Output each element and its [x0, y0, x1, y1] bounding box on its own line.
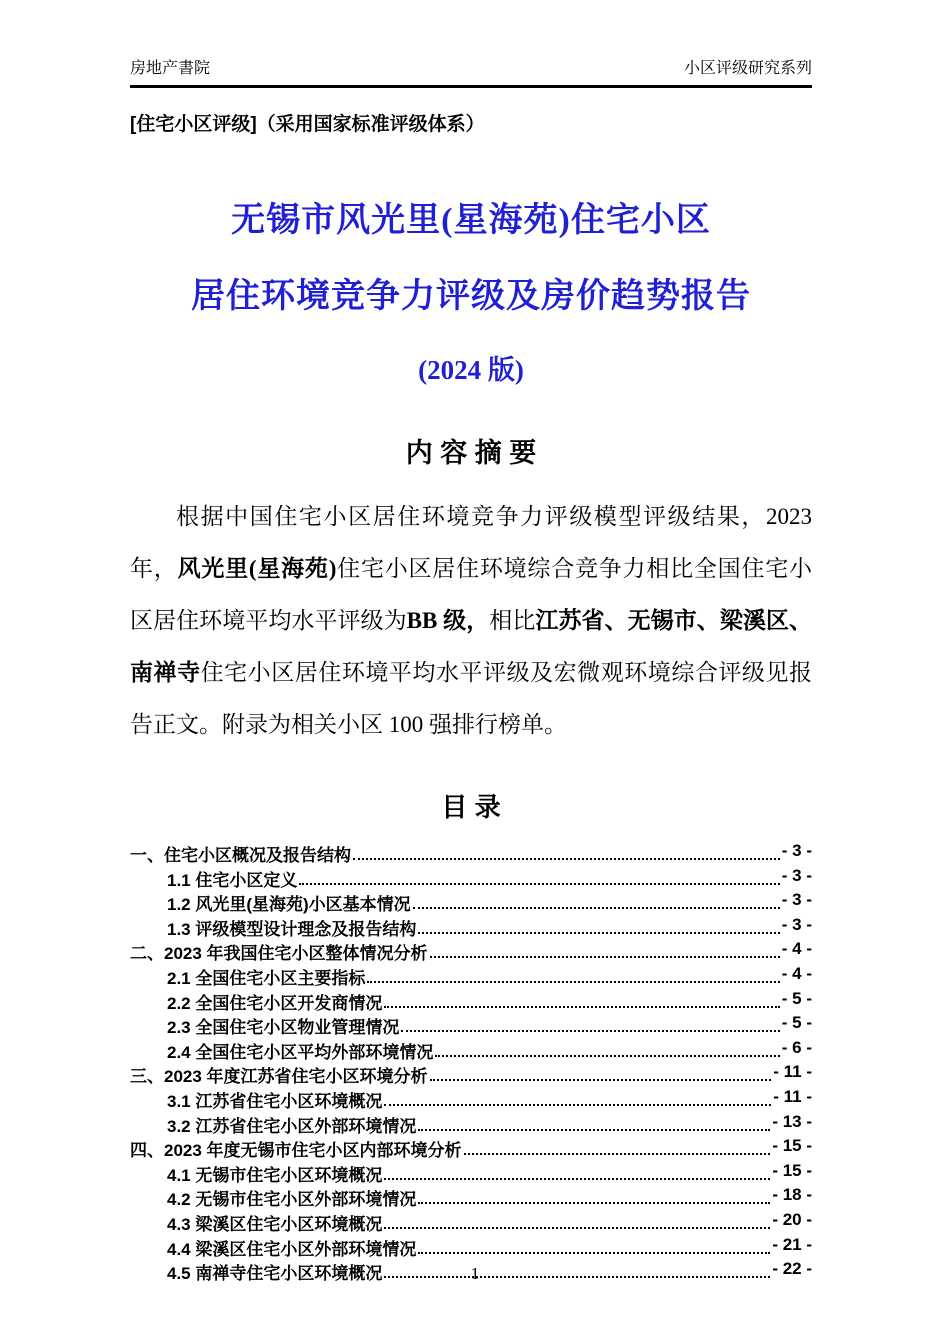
- report-title-line2: 居住环境竞争力评级及房价趋势报告: [191, 278, 751, 315]
- toc-entry-page: - 13 -: [772, 1111, 812, 1131]
- toc-entry-label: 二、2023 年我国住宅小区整体情况分析: [130, 944, 428, 964]
- toc-leader-dots: [418, 1185, 770, 1204]
- toc-entry-page: - 5 -: [781, 1013, 812, 1033]
- toc-leader-dots: [418, 915, 779, 934]
- toc-entry: [130, 841, 812, 866]
- toc-entry: [130, 939, 812, 964]
- toc-entry-page: - 22 -: [772, 1259, 812, 1279]
- toc-entry-label: 四、2023 年度无锡市住宅小区内部环境分析: [130, 1141, 462, 1161]
- toc-entry-page: - 4 -: [781, 939, 812, 959]
- toc-entry-label: 4.3 梁溪区住宅小区环境概况: [167, 1214, 383, 1234]
- toc-entry-page: - 3 -: [781, 914, 812, 934]
- toc-leader-dots: [384, 1210, 770, 1229]
- toc-leader-dots: [384, 989, 779, 1008]
- toc-entry: [130, 1210, 812, 1235]
- toc-leader-dots: [384, 1087, 771, 1106]
- toc-entry-page: - 11 -: [773, 1086, 812, 1106]
- toc-entry: [130, 1136, 812, 1161]
- toc-entry-label: 3.2 江苏省住宅小区外部环境情况: [167, 1116, 417, 1136]
- header-left-brand: 房地产書院: [130, 60, 211, 77]
- summary-paragraph: [130, 491, 812, 751]
- toc-entry-page: - 21 -: [772, 1234, 812, 1254]
- header-right-series: 小区评级研究系列: [683, 60, 812, 77]
- toc-entry: [130, 1038, 812, 1063]
- page-header: [130, 58, 812, 80]
- report-title-line1: 无锡市风光里(星海苑)住宅小区: [231, 202, 711, 239]
- toc-entry: [130, 1161, 812, 1186]
- toc-entry-label: 3.1 江苏省住宅小区环境概况: [167, 1091, 383, 1111]
- toc-entry-page: - 18 -: [772, 1185, 812, 1205]
- toc-leader-dots: [430, 939, 780, 958]
- page-number: 1: [470, 1264, 480, 1283]
- toc-entry: [130, 989, 812, 1014]
- summary-segment-bold: 风光里(星海苑): [177, 556, 337, 581]
- summary-heading: 内 容 摘 要: [405, 438, 537, 468]
- rating-system-note: [住宅小区评级]（采用国家标准评级体系）: [130, 114, 485, 135]
- toc-entry-page: - 6 -: [781, 1037, 812, 1057]
- toc-entry-page: - 20 -: [772, 1209, 812, 1229]
- toc-entry-label: 2.4 全国住宅小区平均外部环境情况: [167, 1042, 434, 1062]
- toc-leader-dots: [353, 841, 780, 860]
- toc-leader-dots: [401, 1013, 779, 1032]
- toc-leader-dots: [430, 1062, 772, 1081]
- toc-entry: [130, 1062, 812, 1087]
- page-footer: [0, 1264, 950, 1284]
- summary-segment-bold: 江苏省、无锡市、梁溪区、南禅寺: [130, 608, 813, 685]
- toc-entry: [130, 1185, 812, 1210]
- summary-segment: 住宅小区居住环境综合竞争力相比全国住宅小区居住环境平均水平评级为: [130, 556, 813, 633]
- toc-heading: 目 录: [441, 792, 501, 822]
- toc-entry-label: 2.2 全国住宅小区开发商情况: [167, 993, 383, 1013]
- toc-entry: [130, 1112, 812, 1137]
- toc-leader-dots: [413, 890, 780, 909]
- toc-entry-page: - 4 -: [781, 963, 812, 983]
- toc-leader-dots: [418, 1112, 770, 1131]
- toc-entry-label: 2.1 全国住宅小区主要指标: [167, 968, 366, 988]
- toc-entry: [130, 866, 812, 891]
- toc-entry-label: 1.2 风光里(星海苑)小区基本情况: [167, 895, 411, 915]
- summary-segment: 根据中国住宅小区居住环境竞争力评级模型评级结果，2023 年，: [130, 504, 812, 581]
- toc-entry: [130, 1013, 812, 1038]
- report-title-edition: (2024 版): [418, 355, 524, 385]
- toc-entry-label: 4.4 梁溪区住宅小区外部环境情况: [167, 1239, 417, 1259]
- toc-entry: [130, 1087, 812, 1112]
- toc-leader-dots: [435, 1038, 779, 1057]
- toc-entry-page: - 3 -: [781, 865, 812, 885]
- toc-entry-label: 4.5 南禅寺住宅小区环境概况: [167, 1264, 383, 1284]
- toc-entry-label: 4.1 无锡市住宅小区环境概况: [167, 1165, 383, 1185]
- toc-entry-page: - 5 -: [781, 988, 812, 1008]
- toc-entry-label: 2.3 全国住宅小区物业管理情况: [167, 1018, 400, 1038]
- header-divider: [130, 85, 812, 88]
- summary-segment: 住宅小区居住环境平均水平评级及宏微观环境综合评级见报告正文。附录为相关小区 100 强排行榜单。: [130, 660, 813, 737]
- summary-segment: 相比: [489, 608, 536, 633]
- toc-entry-page: - 3 -: [781, 890, 812, 910]
- toc-entry-label: 1.3 评级模型设计理念及报告结构: [167, 919, 417, 939]
- toc-entry-label: 1.1 住宅小区定义: [167, 870, 298, 890]
- toc-entry: [130, 964, 812, 989]
- toc-entry-page: - 11 -: [773, 1062, 812, 1082]
- summary-segment-bold: BB 级，: [406, 608, 490, 633]
- toc-entry: [130, 1235, 812, 1260]
- toc-leader-dots: [384, 1161, 770, 1180]
- report-title: [130, 192, 812, 387]
- toc-leader-dots: [299, 866, 779, 885]
- toc-entry-page: - 3 -: [781, 841, 812, 860]
- toc-entry: [130, 915, 812, 940]
- toc-entry: [130, 890, 812, 915]
- toc-leader-dots: [418, 1235, 770, 1254]
- toc-entry-label: 4.2 无锡市住宅小区外部环境情况: [167, 1190, 417, 1210]
- toc-entry-label: 三、2023 年度江苏省住宅小区环境分析: [130, 1067, 428, 1087]
- toc-leader-dots: [367, 964, 779, 983]
- toc-entry-label: 一、住宅小区概况及报告结构: [130, 846, 351, 865]
- table-of-contents: [130, 841, 812, 1284]
- toc-entry-page: - 15 -: [772, 1160, 812, 1180]
- toc-leader-dots: [464, 1136, 771, 1155]
- toc-entry-page: - 15 -: [772, 1136, 812, 1156]
